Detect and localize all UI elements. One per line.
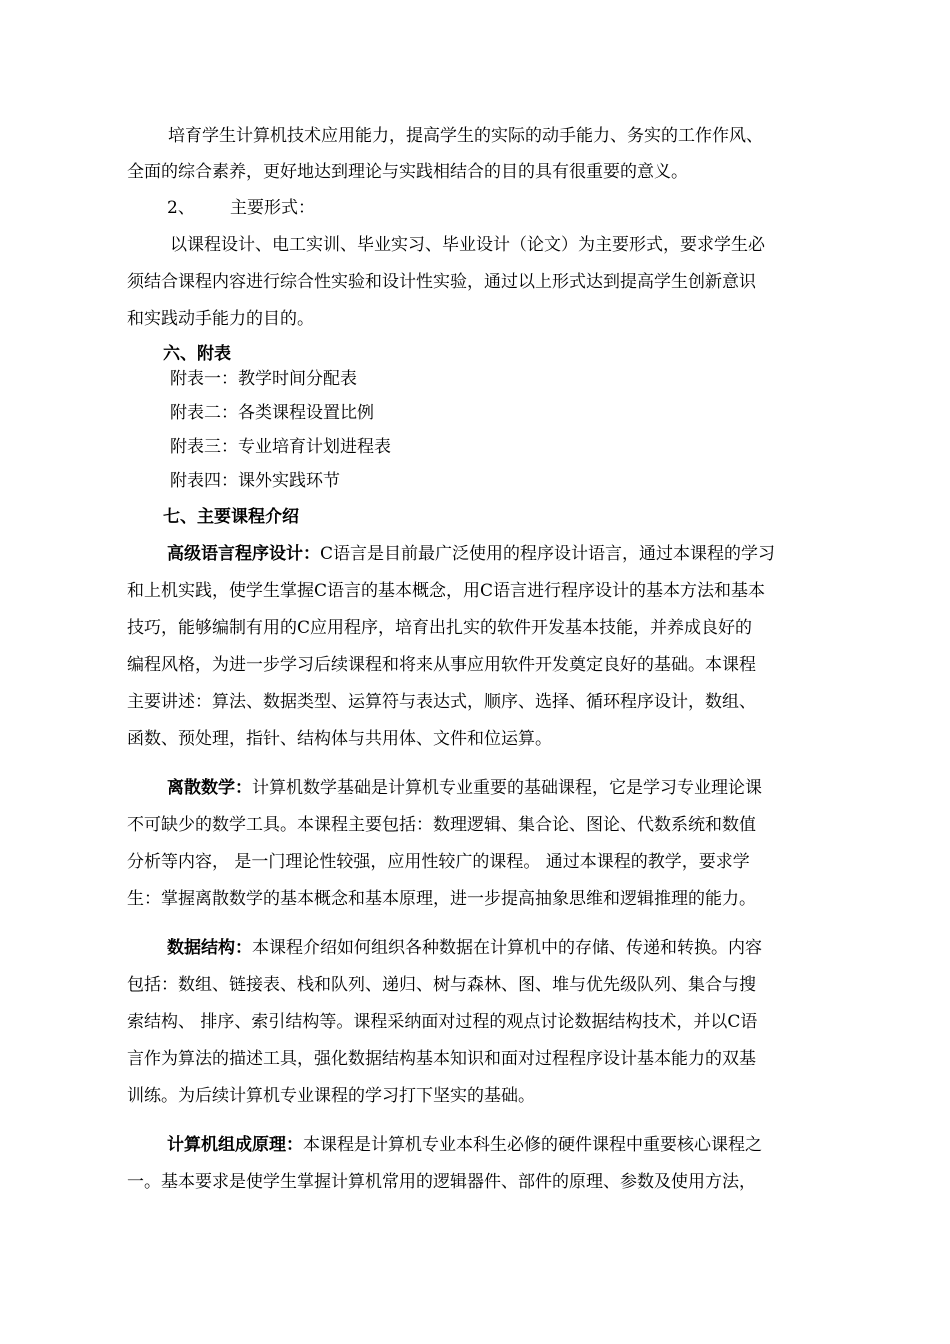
course-3-line-1 <box>167 936 762 960</box>
course-1-line-1 <box>167 542 775 566</box>
course-3-line-3: 索结构、 排序、索引结构等。课程采纳面对过程的观点讨论数据结构技术，并以C语 <box>127 1012 758 1032</box>
course-2-line-4: 生：掌握离散数学的基本概念和基本原理，进一步提高抽象思维和逻辑推理的能力。 <box>127 889 756 909</box>
section-7-heading: 七、主要课程介绍 <box>163 507 299 527</box>
appendix-item-4: 附表四：课外实践环节 <box>170 471 340 491</box>
course-1-line-6: 函数、预处理，指针、结构体与共用体、文件和位运算。 <box>127 729 552 749</box>
course-text: 本课程是计算机专业本科生必修的硬件课程中重要核心课程之 <box>303 1135 762 1155</box>
appendix-item-1: 附表一：教学时间分配表 <box>170 369 357 389</box>
course-3-line-4: 言作为算法的描述工具，强化数据结构基本知识和面对过程程序设计基本能力的双基 <box>127 1049 756 1069</box>
item2-line-1: 以课程设计、电工实训、毕业实习、毕业设计（论文）为主要形式，要求学生必 <box>170 235 765 255</box>
item2-line-2: 须结合课程内容进行综合性实验和设计性实验，通过以上形式达到提高学生创新意识 <box>127 272 756 292</box>
course-4-line-1 <box>167 1133 762 1157</box>
section-6-heading: 六、附表 <box>163 344 231 364</box>
course-2-line-1 <box>167 776 762 800</box>
item2-line-3: 和实践动手能力的目的。 <box>127 309 314 329</box>
intro-line-2: 全面的综合素养，更好地达到理论与实践相结合的目的具有很重要的意义。 <box>127 162 688 182</box>
course-name: 离散数学： <box>167 778 252 798</box>
course-text: C语言是目前最广泛使用的程序设计语言，通过本课程的学习 <box>320 544 776 564</box>
course-name: 数据结构： <box>167 938 252 958</box>
course-2-line-2: 不可缺少的数学工具。本课程主要包括：数理逻辑、集合论、图论、代数系统和数值 <box>127 815 756 835</box>
course-3-line-2: 包括：数组、链接表、栈和队列、递归、树与森林、图、堆与优先级队列、集合与搜 <box>127 975 756 995</box>
intro-line-1: 培育学生计算机技术应用能力，提高学生的实际的动手能力、务实的工作作风、 <box>168 126 763 146</box>
course-name: 计算机组成原理： <box>167 1135 303 1155</box>
appendix-item-2: 附表二：各类课程设置比例 <box>170 403 374 423</box>
course-text: 本课程介绍如何组织各种数据在计算机中的存储、传递和转换。内容 <box>252 938 762 958</box>
course-1-line-5: 主要讲述：算法、数据类型、运算符与表达式，顺序、选择、循环程序设计，数组、 <box>127 692 756 712</box>
course-1-line-4: 编程风格，为进一步学习后续课程和将来从事应用软件开发奠定良好的基础。本课程 <box>127 655 756 675</box>
item2-number: 2、 <box>167 198 195 218</box>
course-1-line-2: 和上机实践，使学生掌握C语言的基本概念，用C语言进行程序设计的基本方法和基本 <box>127 581 766 601</box>
appendix-item-3: 附表三：专业培育计划进程表 <box>170 437 391 457</box>
course-text: 计算机数学基础是计算机专业重要的基础课程，它是学习专业理论课 <box>252 778 762 798</box>
item2-title: 主要形式： <box>230 198 315 218</box>
course-3-line-5: 训练。为后续计算机专业课程的学习打下坚实的基础。 <box>127 1086 535 1106</box>
course-name: 高级语言程序设计： <box>167 544 320 564</box>
course-2-line-3: 分析等内容， 是一门理论性较强，应用性较广的课程。 通过本课程的教学，要求学 <box>127 852 750 872</box>
course-1-line-3: 技巧，能够编制有用的C应用程序，培育出扎实的软件开发基本技能，并养成良好的 <box>127 618 753 638</box>
course-4-line-2: 一。基本要求是使学生掌握计算机常用的逻辑器件、部件的原理、参数及使用方法， <box>127 1172 756 1192</box>
